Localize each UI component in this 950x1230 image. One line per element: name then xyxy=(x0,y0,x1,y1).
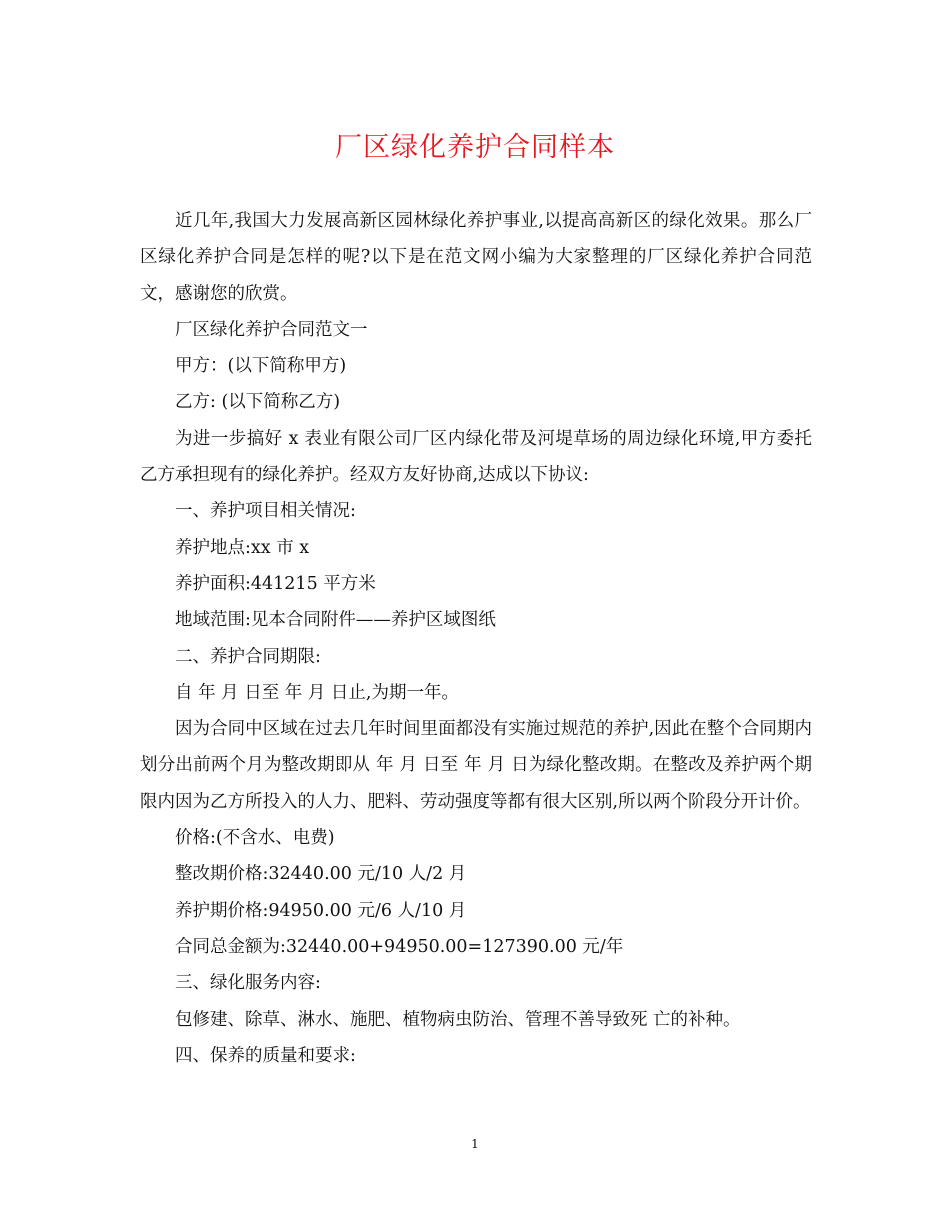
paragraph-party-a: 甲方：(以下简称甲方) xyxy=(175,356,347,377)
paragraph-total-amount: 合同总金额为:32440.00+94950.00=127390.00 元/年 xyxy=(175,936,624,957)
paragraph-purpose: 为进一步搞好 x 表业有限公司厂区内绿化带及河堤草场的周边绿化环境,甲方委托乙方承担现有的绿化养护。经双方友好协商,达成以下协议: xyxy=(140,428,812,486)
paragraph-services: 包修建、除草、淋水、施肥、植物病虫防治、管理不善导致死 亡的补种。 xyxy=(175,1009,741,1030)
document-title: 厂区绿化养护合同样本 xyxy=(335,132,615,163)
paragraph-rectification: 因为合同中区域在过去几年时间里面都没有实施过规范的养护,因此在整个合同期内划分出前两个月为整改期即从 年 月 日至 年 月 日为绿化整改期。在整改及养护两个期限内因为乙方所投入的人力、肥料、劳动强度等都有很大区别,所以两个阶段分开计价。 xyxy=(140,719,812,812)
section-heading-quality: 四、保养的质量和要求: xyxy=(175,1045,356,1066)
paragraph-rectification-price: 整改期价格:32440.00 元/10 人/2 月 xyxy=(175,864,467,885)
document-body xyxy=(140,203,812,1074)
paragraph-location: 养护地点:xx 市 x xyxy=(175,537,310,558)
section-heading-project: 一、养护项目相关情况: xyxy=(175,501,356,522)
paragraph-area: 养护面积:441215 平方米 xyxy=(175,573,376,594)
paragraph-intro: 近几年,我国大力发展高新区园林绿化养护事业,以提高高新区的绿化效果。那么厂区绿化养护合同是怎样的呢?以下是在范文网小编为大家整理的厂区绿化养护合同范文，感谢您的欣赏。 xyxy=(140,211,812,304)
section-heading-services: 三、绿化服务内容: xyxy=(175,973,321,994)
paragraph-term: 自 年 月 日至 年 月 日止,为期一年。 xyxy=(175,682,459,703)
paragraph-party-b: 乙方: (以下简称乙方) xyxy=(175,392,341,413)
paragraph-sample-heading: 厂区绿化养护合同范文一 xyxy=(175,319,368,340)
page-number: 1 xyxy=(471,1137,479,1151)
section-heading-term: 二、养护合同期限: xyxy=(175,646,321,667)
paragraph-price: 价格:(不含水、电费) xyxy=(175,828,335,849)
paragraph-scope: 地域范围:见本合同附件——养护区域图纸 xyxy=(175,610,496,631)
paragraph-maintenance-price: 养护期价格:94950.00 元/6 人/10 月 xyxy=(175,900,467,921)
